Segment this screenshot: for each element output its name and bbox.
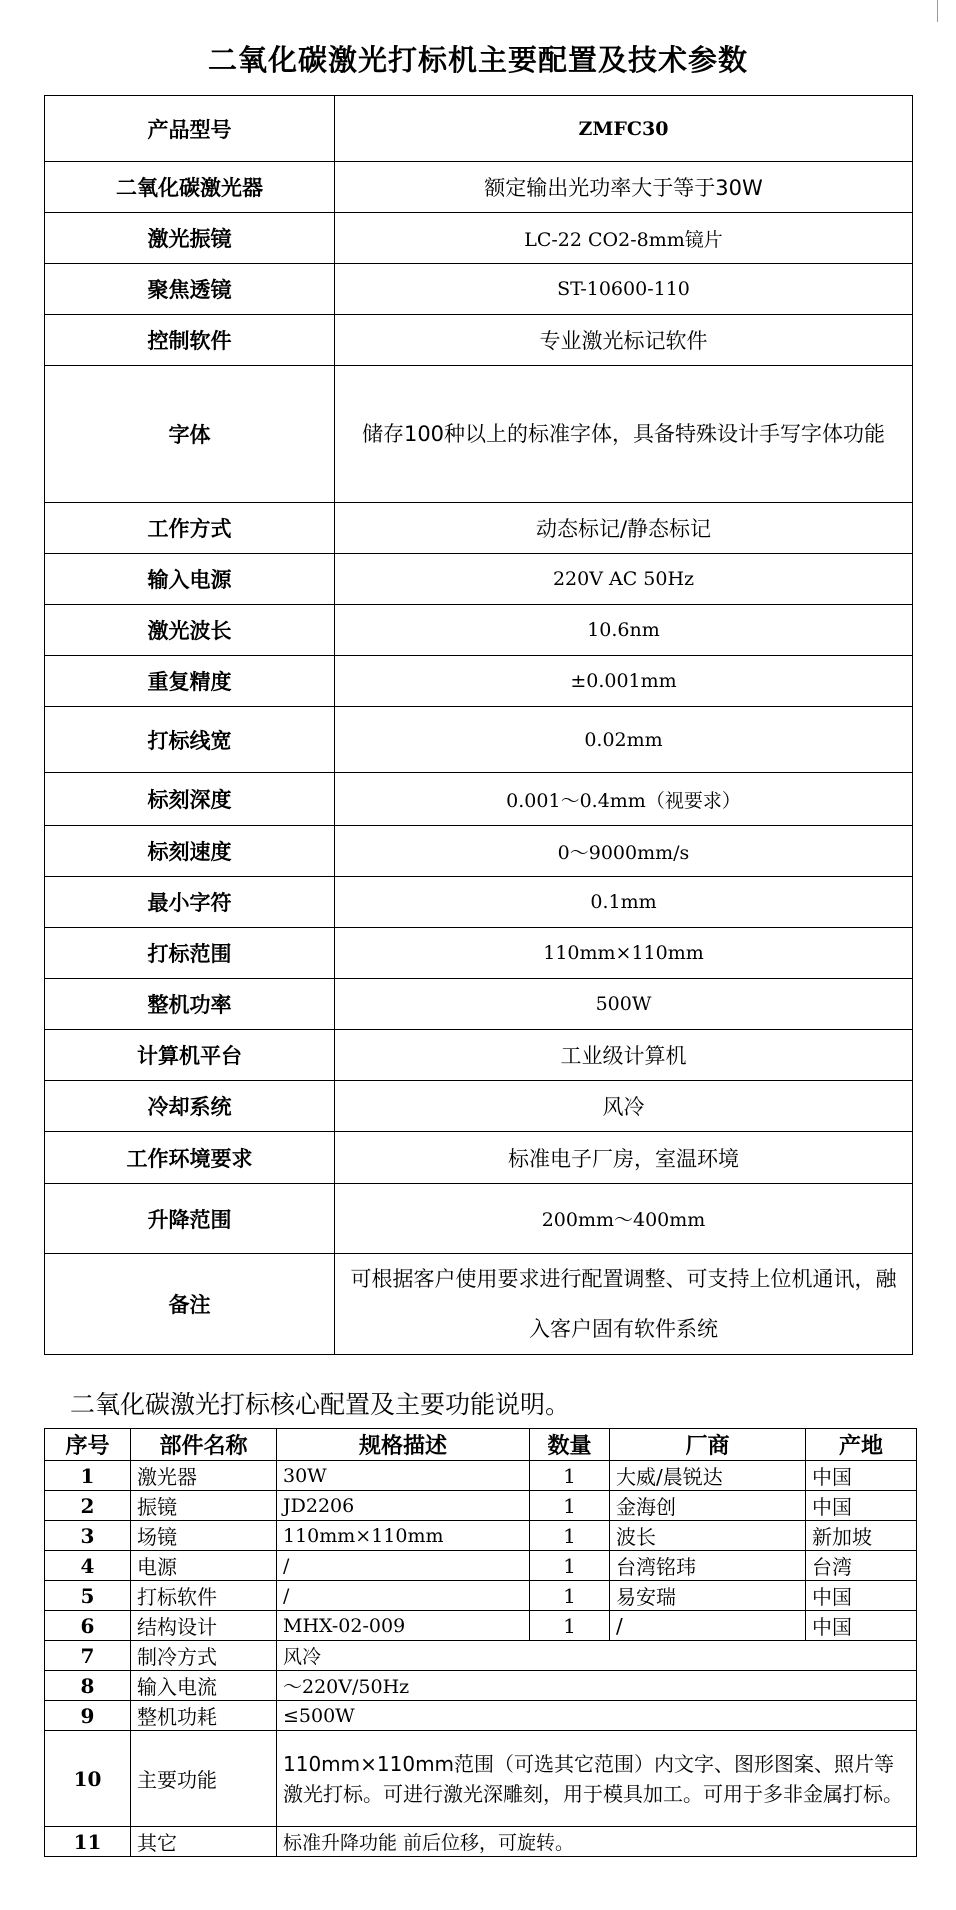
spec-value: 0～9000mm/s xyxy=(335,826,913,877)
spec-row xyxy=(45,928,913,979)
table-row xyxy=(45,1671,917,1701)
spec-row xyxy=(45,503,913,554)
table-row xyxy=(45,1521,917,1551)
spec-key: 字体 xyxy=(45,366,335,503)
row-number: 2 xyxy=(45,1491,131,1521)
config-table xyxy=(44,1428,917,1857)
spec-row xyxy=(45,605,913,656)
part-quantity: 1 xyxy=(530,1551,610,1581)
table-row xyxy=(45,1611,917,1641)
row-number: 3 xyxy=(45,1521,131,1551)
spec-key: 激光振镜 xyxy=(45,213,335,264)
spec-value: ±0.001mm xyxy=(335,656,913,707)
row-number: 1 xyxy=(45,1461,131,1491)
part-spec: / xyxy=(277,1551,530,1581)
part-spec: JD2206 xyxy=(277,1491,530,1521)
spec-row xyxy=(45,315,913,366)
spec-key: 产品型号 xyxy=(45,96,335,162)
row-number: 7 xyxy=(45,1641,131,1671)
part-quantity: 1 xyxy=(530,1461,610,1491)
config-header-row xyxy=(45,1429,917,1461)
table-row xyxy=(45,1491,917,1521)
row-description: 110mm×110mm范围（可选其它范围）内文字、图形图案、照片等激光打标。可进行激光深雕刻，用于模具加工。可用于多非金属打标。 xyxy=(277,1731,917,1827)
spec-value: 风冷 xyxy=(335,1081,913,1132)
spec-value: 110mm×110mm xyxy=(335,928,913,979)
spec-value: 0.001～0.4mm（视要求） xyxy=(335,773,913,826)
header-cell: 产地 xyxy=(806,1429,917,1461)
corner-mark xyxy=(937,0,938,22)
spec-key: 标刻深度 xyxy=(45,773,335,826)
spec-row xyxy=(45,1081,913,1132)
spec-key: 二氧化碳激光器 xyxy=(45,162,335,213)
spec-row xyxy=(45,213,913,264)
part-name: 场镜 xyxy=(131,1521,277,1551)
row-number: 9 xyxy=(45,1701,131,1731)
part-quantity: 1 xyxy=(530,1611,610,1641)
header-cell: 部件名称 xyxy=(131,1429,277,1461)
row-description: 风冷 xyxy=(277,1641,917,1671)
part-maker: 波长 xyxy=(610,1521,806,1551)
spec-key: 工作环境要求 xyxy=(45,1132,335,1184)
spec-row xyxy=(45,979,913,1030)
part-spec: 110mm×110mm xyxy=(277,1521,530,1551)
part-maker: / xyxy=(610,1611,806,1641)
spec-value: 0.1mm xyxy=(335,877,913,928)
part-name: 制冷方式 xyxy=(131,1641,277,1671)
part-name: 整机功耗 xyxy=(131,1701,277,1731)
part-name: 电源 xyxy=(131,1551,277,1581)
row-number: 4 xyxy=(45,1551,131,1581)
spec-value: 储存100种以上的标准字体，具备特殊设计手写字体功能 xyxy=(335,366,913,503)
header-cell: 序号 xyxy=(45,1429,131,1461)
spec-key: 升降范围 xyxy=(45,1184,335,1254)
section-title: 二氧化碳激光打标核心配置及主要功能说明。 xyxy=(70,1390,571,1419)
part-name: 结构设计 xyxy=(131,1611,277,1641)
spec-key: 冷却系统 xyxy=(45,1081,335,1132)
row-description: ～220V/50Hz xyxy=(277,1671,917,1701)
spec-row xyxy=(45,264,913,315)
table-row xyxy=(45,1461,917,1491)
part-spec: MHX-02-009 xyxy=(277,1611,530,1641)
spec-key: 打标范围 xyxy=(45,928,335,979)
part-quantity: 1 xyxy=(530,1521,610,1551)
spec-value: 200mm～400mm xyxy=(335,1184,913,1254)
spec-key: 输入电源 xyxy=(45,554,335,605)
part-maker: 易安瑞 xyxy=(610,1581,806,1611)
spec-value: 额定输出光功率大于等于30W xyxy=(335,162,913,213)
row-number: 6 xyxy=(45,1611,131,1641)
row-number: 8 xyxy=(45,1671,131,1701)
spec-row xyxy=(45,162,913,213)
spec-row xyxy=(45,656,913,707)
spec-key: 备注 xyxy=(45,1254,335,1355)
part-origin: 台湾 xyxy=(806,1551,917,1581)
row-number: 11 xyxy=(45,1827,131,1857)
spec-key: 标刻速度 xyxy=(45,826,335,877)
table-row xyxy=(45,1641,917,1671)
row-description: 标准升降功能 前后位移，可旋转。 xyxy=(277,1827,917,1857)
spec-value: 标准电子厂房，室温环境 xyxy=(335,1132,913,1184)
spec-value: 500W xyxy=(335,979,913,1030)
spec-row xyxy=(45,877,913,928)
spec-key: 整机功率 xyxy=(45,979,335,1030)
spec-value: 10.6nm xyxy=(335,605,913,656)
document-title: 二氧化碳激光打标机主要配置及技术参数 xyxy=(207,43,748,77)
part-spec: / xyxy=(277,1581,530,1611)
spec-row xyxy=(45,773,913,826)
spec-value: LC-22 CO2-8mm镜片 xyxy=(335,213,913,264)
spec-value: 220V AC 50Hz xyxy=(335,554,913,605)
part-name: 输入电流 xyxy=(131,1671,277,1701)
spec-key: 打标线宽 xyxy=(45,707,335,773)
spec-key: 工作方式 xyxy=(45,503,335,554)
spec-key: 计算机平台 xyxy=(45,1030,335,1081)
header-cell: 厂商 xyxy=(610,1429,806,1461)
part-maker: 金海创 xyxy=(610,1491,806,1521)
spec-row xyxy=(45,1132,913,1184)
spec-row xyxy=(45,1184,913,1254)
spec-value: 专业激光标记软件 xyxy=(335,315,913,366)
row-number: 5 xyxy=(45,1581,131,1611)
part-origin: 中国 xyxy=(806,1611,917,1641)
part-origin: 中国 xyxy=(806,1581,917,1611)
spec-row xyxy=(45,707,913,773)
table-row xyxy=(45,1701,917,1731)
spec-row xyxy=(45,826,913,877)
spec-row xyxy=(45,1254,913,1355)
part-name: 打标软件 xyxy=(131,1581,277,1611)
row-description: ≤500W xyxy=(277,1701,917,1731)
part-quantity: 1 xyxy=(530,1581,610,1611)
spec-key: 聚焦透镜 xyxy=(45,264,335,315)
spec-row xyxy=(45,366,913,503)
table-row xyxy=(45,1827,917,1857)
header-cell: 规格描述 xyxy=(277,1429,530,1461)
part-origin: 中国 xyxy=(806,1491,917,1521)
spec-row xyxy=(45,96,913,162)
spec-value: ZMFC30 xyxy=(335,96,913,162)
spec-row xyxy=(45,554,913,605)
spec-value: 动态标记/静态标记 xyxy=(335,503,913,554)
spec-key: 控制软件 xyxy=(45,315,335,366)
part-maker: 大威/晨锐达 xyxy=(610,1461,806,1491)
spec-value: 可根据客户使用要求进行配置调整、可支持上位机通讯，融入客户固有软件系统 xyxy=(335,1254,913,1355)
row-number: 10 xyxy=(45,1731,131,1827)
spec-key: 激光波长 xyxy=(45,605,335,656)
spec-key: 最小字符 xyxy=(45,877,335,928)
spec-key: 重复精度 xyxy=(45,656,335,707)
part-origin: 新加坡 xyxy=(806,1521,917,1551)
part-spec: 30W xyxy=(277,1461,530,1491)
part-name: 主要功能 xyxy=(131,1731,277,1827)
table-row xyxy=(45,1581,917,1611)
part-maker: 台湾铭玮 xyxy=(610,1551,806,1581)
table-row xyxy=(45,1551,917,1581)
part-name: 其它 xyxy=(131,1827,277,1857)
header-cell: 数量 xyxy=(530,1429,610,1461)
part-name: 激光器 xyxy=(131,1461,277,1491)
spec-value: ST-10600-110 xyxy=(335,264,913,315)
spec-table xyxy=(44,95,913,1355)
spec-row xyxy=(45,1030,913,1081)
table-row xyxy=(45,1731,917,1827)
spec-value: 工业级计算机 xyxy=(335,1030,913,1081)
part-name: 振镜 xyxy=(131,1491,277,1521)
spec-value: 0.02mm xyxy=(335,707,913,773)
part-quantity: 1 xyxy=(530,1491,610,1521)
part-origin: 中国 xyxy=(806,1461,917,1491)
